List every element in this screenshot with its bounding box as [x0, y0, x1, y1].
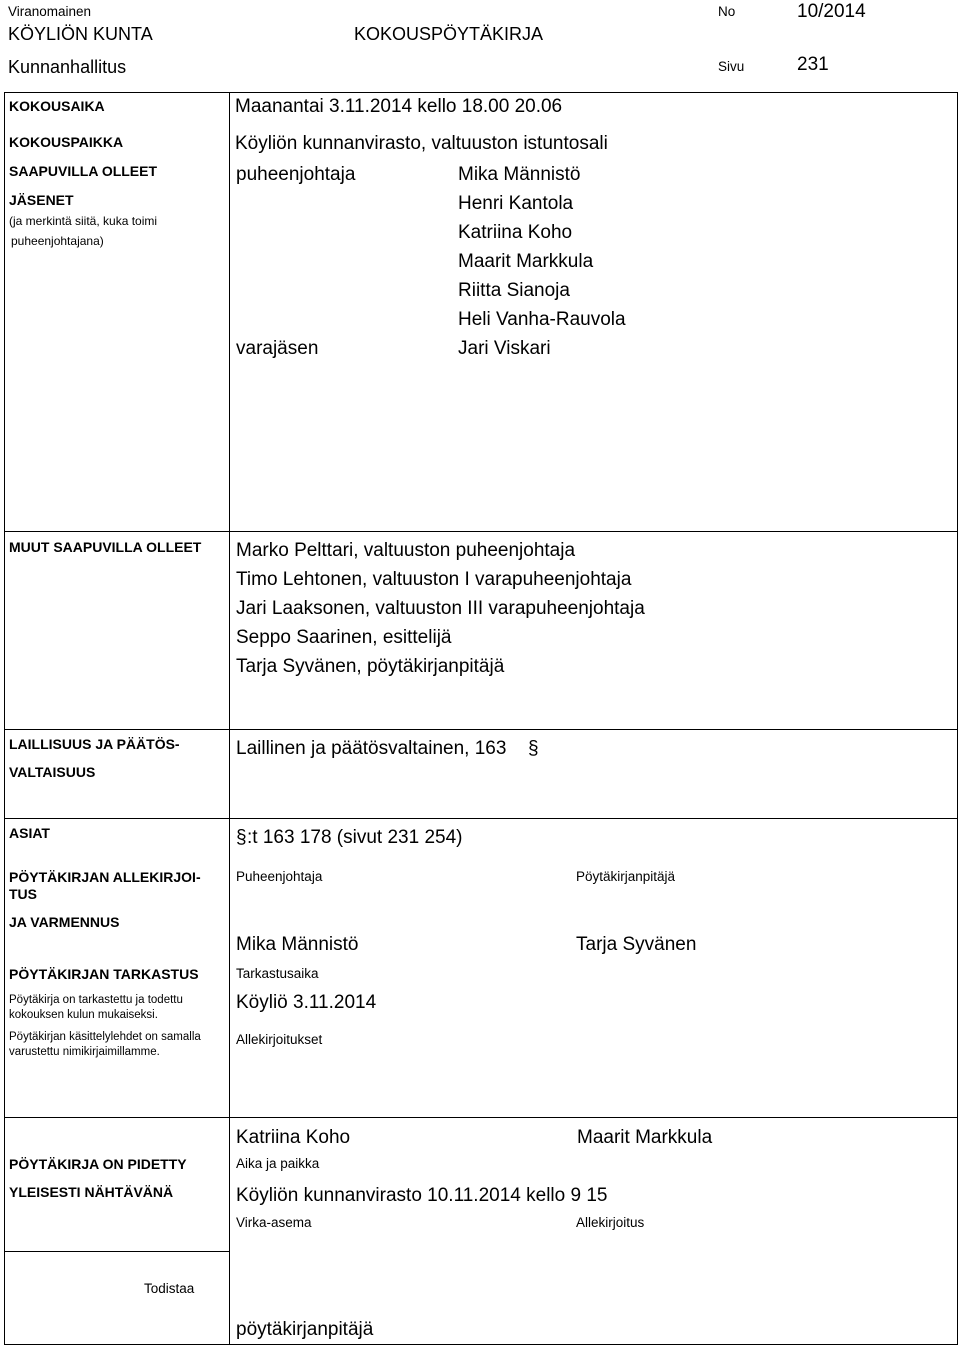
member-name: Mika Männistö: [458, 164, 581, 185]
number-value: 10/2014: [797, 1, 866, 22]
meeting-time-value: Maanantai 3.11.2014 kello 18.00 20.06: [235, 96, 563, 117]
review-time-caption: Tarkastusaika: [236, 966, 319, 981]
table-border-bottom: [4, 1344, 958, 1345]
meeting-place-value: Köyliön kunnanvirasto, valtuuston istuntosali: [235, 133, 608, 154]
table-border-top: [4, 92, 958, 93]
matters-value: :t 163 178 (sivut 231 254): [247, 827, 463, 848]
row-divider: [4, 1117, 958, 1118]
secretary-caption: Pöytäkirjanpitäjä: [576, 869, 676, 884]
reviewer-name: Maarit Markkula: [577, 1127, 713, 1148]
signature-caption: Allekirjoitus: [576, 1215, 645, 1230]
body-name: Kunnanhallitus: [8, 57, 127, 77]
chair-name: Mika Männistö: [236, 934, 359, 955]
row-divider: [4, 729, 958, 730]
signing-label-line2: TUS: [9, 886, 37, 902]
others-item: Marko Pelttari, valtuuston puheenjohtaja: [236, 540, 576, 561]
signing-label-line3: JA VARMENNUS: [9, 914, 120, 930]
legality-label-line2: VALTAISUUS: [9, 764, 96, 780]
public-label-line2: YLEISESTI NÄHTÄVÄNÄ: [9, 1184, 174, 1200]
meeting-time-label: KOKOUSAIKA: [9, 98, 105, 114]
review-note-line: kokouksen kulun mukaiseksi.: [9, 1009, 158, 1021]
review-note-line: Pöytäkirjan käsittelylehdet on samalla: [9, 1031, 201, 1043]
review-signatures-caption: Allekirjoitukset: [236, 1032, 323, 1047]
page-label: Sivu: [718, 59, 745, 74]
members-note-line2: puheenjohtajana): [11, 234, 104, 248]
chair-role: puheenjohtaja: [236, 164, 356, 185]
others-label: MUUT SAAPUVILLA OLLEET: [9, 539, 202, 555]
deputy-name: Jari Viskari: [458, 338, 551, 359]
row-divider: [4, 818, 958, 819]
review-time-value: Köyliö 3.11.2014: [236, 992, 377, 1013]
review-note-line: Pöytäkirja on tarkastettu ja todettu: [9, 994, 183, 1006]
member-name: Katriina Koho: [458, 222, 573, 243]
deputy-role: varajäsen: [236, 338, 319, 359]
members-label: JÄSENET: [9, 192, 74, 208]
row-divider: [4, 531, 958, 532]
table-column-divider: [229, 92, 230, 1345]
chair-caption: Puheenjohtaja: [236, 869, 323, 884]
office-value: pöytäkirjanpitäjä: [236, 1319, 374, 1340]
others-item: Seppo Saarinen, esittelijä: [236, 627, 452, 648]
office-caption: Virka-asema: [236, 1215, 312, 1230]
public-place-caption: Aika ja paikka: [236, 1156, 320, 1171]
others-item: Jari Laaksonen, valtuuston III varapuheenjohtaja: [236, 598, 645, 619]
row-divider: [4, 1251, 230, 1252]
secretary-name: Tarja Syvänen: [576, 934, 697, 955]
certify-label: Todistaa: [144, 1281, 195, 1296]
section-sign-icon: §: [236, 827, 247, 848]
others-item: Tarja Syvänen, pöytäkirjanpitäjä: [236, 656, 505, 677]
legality-label-line1: LAILLISUUS JA PÄÄTÖS-: [9, 736, 180, 752]
signing-label-line1: PÖYTÄKIRJAN ALLEKIRJOI-: [9, 869, 201, 885]
public-label-line1: PÖYTÄKIRJA ON PIDETTY: [9, 1156, 187, 1172]
matters-label: ASIAT: [9, 825, 50, 841]
member-name: Riitta Sianoja: [458, 280, 570, 301]
members-note-line1: (ja merkintä siitä, kuka toimi: [9, 214, 158, 228]
reviewer-name: Katriina Koho: [236, 1127, 351, 1148]
member-name: Henri Kantola: [458, 193, 574, 214]
present-label: SAAPUVILLA OLLEET: [9, 163, 158, 179]
meeting-place-label: KOKOUSPAIKKA: [9, 134, 124, 150]
others-item: Timo Lehtonen, valtuuston I varapuheenjohtaja: [236, 569, 632, 590]
member-name: Heli Vanha-Rauvola: [458, 309, 626, 330]
review-note-line: varustettu nimikirjaimillamme.: [9, 1046, 160, 1058]
review-label: PÖYTÄKIRJAN TARKASTUS: [9, 966, 199, 982]
authority-name: KÖYLIÖN KUNTA: [8, 24, 153, 44]
page-number: 231: [797, 54, 829, 75]
document-title: KOKOUSPÖYTÄKIRJA: [354, 24, 544, 44]
authority-caption: Viranomainen: [8, 4, 92, 19]
public-place-value: Köyliön kunnanvirasto 10.11.2014 kello 9 15: [236, 1185, 608, 1206]
member-name: Maarit Markkula: [458, 251, 594, 272]
number-label: No: [718, 4, 736, 19]
legality-value: Laillinen ja päätösvaltainen, 163: [236, 738, 507, 759]
table-border-right: [957, 92, 958, 1345]
table-border-left: [4, 92, 5, 1345]
section-sign-icon: §: [528, 738, 539, 759]
